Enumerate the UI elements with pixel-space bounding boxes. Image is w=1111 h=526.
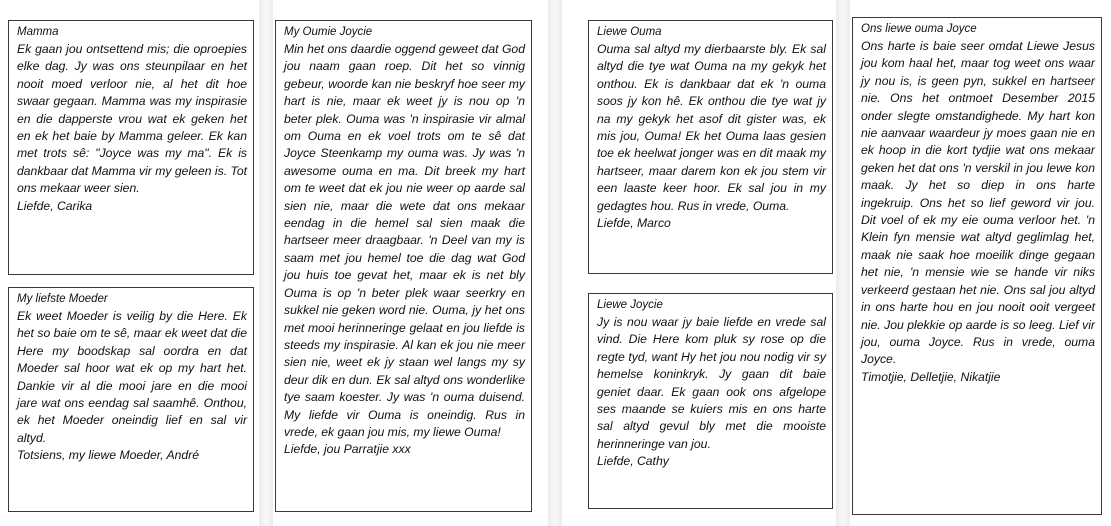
tribute-heading: My Oumie Joycie: [284, 26, 373, 38]
tribute-signature: Liefde, jou Parratjie xxx: [284, 442, 411, 457]
page-fold: [548, 0, 562, 526]
tribute-body: Ouma sal altyd my dierbaarste bly. Ek sal altyd die tye wat Ouma na my gekyk het onthou. Ek is dankbaar dat ek 'n ouma soos jy kon hê. Ek onthou die tye wat jy na my gekyk het asof dit gister was, ek mis jou, Ouma! Ek het Ouma laas gesien toe ek heelwat jonger was en dit maak my hartseer, maar darem kon ek jou stem vir een laaste keer hoor. Ek sal jou in my gedagtes hou. Rus in vrede, Ouma.: [597, 42, 826, 213]
tribute-signature: Totsiens, my liewe Moeder, André: [17, 448, 199, 463]
tribute-body: Ek gaan jou ontsettend mis; die oproepies elke dag. Jy was ons steunpilaar en het nooit moed verloor nie, al het dit hoe swaar gegaan. Mamma was my inspirasie en die dapperste vrou wat ek geken het en ek het baie by Mamma geleer. Ek kan met trots sê: "Joyce was my ma". Ek is dankbaar dat Mamma vir my geleen is. Tot ons mekaar weer sien.: [17, 42, 247, 196]
tribute-heading: Liewe Joycie: [597, 299, 663, 311]
tribute-signature: Liefde, Marco: [597, 216, 671, 231]
tribute-body: Ek weet Moeder is veilig by die Here. Ek het so baie om te sê, maar ek weet dat die Here my boodskap sal oordra en dat Moeder sal hoor wat ek op my hart het. Dankie vir al die mooi jare en die mooi jare wat ons eendag sal saamhê. Onthou, ek het Moeder oneindig lief en sal vir altyd.: [17, 309, 247, 445]
tribute-liefste-moeder: [8, 287, 254, 512]
tribute-heading: Ons liewe ouma Joyce: [861, 23, 977, 35]
tribute-heading: My liefste Moeder: [17, 293, 108, 305]
tribute-signature: Timotjie, Delletjie, Nikatjie: [861, 369, 1001, 384]
tribute-signature: Liefde, Carika: [17, 198, 93, 213]
tribute-mamma: [8, 20, 254, 275]
tribute-oumie-joycie: [275, 20, 532, 512]
tribute-heading: Liewe Ouma: [597, 26, 662, 38]
tribute-liewe-joycie: [588, 293, 833, 509]
tribute-body: Min het ons daardie oggend geweet dat God jou naam gaan roep. Dit het so vinnig gebeur, woorde kan nie beskryf hoe seer my hart is nie, maar ek weet jy is nou op 'n beter plek. Ouma was 'n inspirasie vir almal om Ouma en ek voel trots om te sê dat Joyce Steenkamp my ouma was. Jy was 'n awesome ouma en ma. Dit breek my hart om te weet dat ek jou nie weer op aarde sal sien nie, maar die wete dat ons mekaar eendag in die hemel sal sien maak die hartseer meer draagbaar. 'n Deel van my is saam met jou hemel toe die dag wat God jou huis toe gevat het, maar ek is net bly Ouma is op 'n beter plek waar seerkry en sukkel nie geken word nie. Ouma, jy het ons met mooi herinneringe gelaat en jou liefde is steeds my inspirasie. Al kan ek jou nie meer sien nie, weet ek jy staan wel langs my sy deur dik en dun. Ek sal altyd ons wonderlike tye saam koester. Jy was 'n ouma duisend. My liefde vir Ouma is oneindig. Rus in vrede, ek gaan jou mis, my liewe Ouma!: [284, 42, 525, 439]
tribute-body: Ons harte is baie seer omdat Liewe Jesus jou kom haal het, maar tog weet ons waar jy nou is, is geen pyn, sukkel en hartseer nie. Ons het ontmoet Desember 2015 onder slegte omstandighede. My hart kon nie aanvaar waardeur jy moes gaan nie en ek hoop in die kort tydjie wat ons mekaar geken het dat ons 'n verskil in jou lewe kon maak. Jy het so diep in ons harte ingekruip. Ons het so lief geword vir jou. Dit voel of ek my eie ouma verloor het. 'n Klein fyn mensie wat altyd geglimlag het, maak nie saak hoe moeilik dinge gegaan het nie, 'n mensie wie se hande vir niks verkeerd gestaan het nie. Ons sal jou altyd in ons harte hou en jou nooit ooit vergeet nie. Jou plekkie op aarde is so leeg. Lief vir jou, ouma Joyce. Rus in vrede, ouma Joyce.: [861, 39, 1095, 367]
tribute-signature: Liefde, Cathy: [597, 454, 669, 469]
page-fold: [259, 0, 273, 526]
tribute-ouma-joyce: [852, 17, 1102, 515]
page-fold: [836, 0, 850, 526]
tribute-body: Jy is nou waar jy baie liefde en vrede sal vind. Die Here kom pluk sy rose op die regte tyd, want Hy het jou nou nodig vir sy hemelse koninkryk. Jy gaan dit baie geniet daar. Ek gaan ook ons afgelope ses maande se kuiers mis en ons harte sal altyd gevul bly met die mooiste herinneringe van jou.: [597, 315, 826, 451]
tribute-liewe-ouma: [588, 20, 833, 274]
tribute-heading: Mamma: [17, 26, 59, 38]
